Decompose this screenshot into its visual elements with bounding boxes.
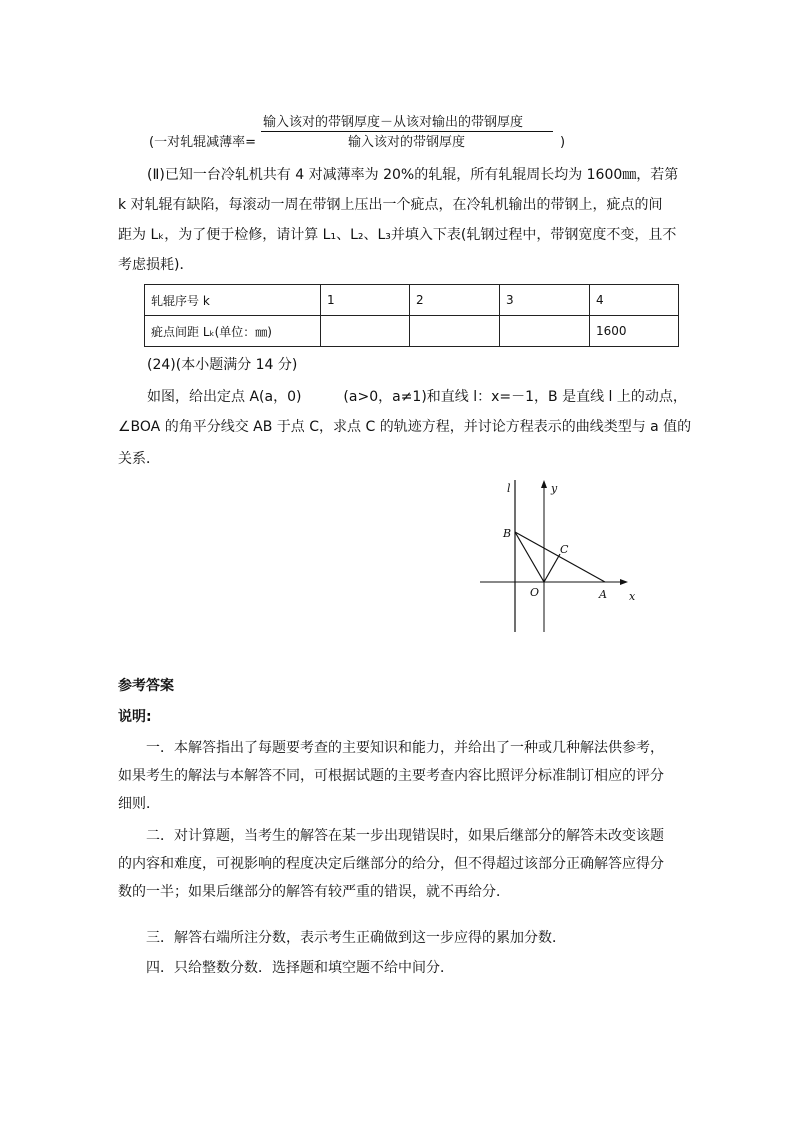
q24-line2: ∠BOA 的角平分线交 AB 于点 C，求点 C 的轨迹方程，并讨论方程表示的曲线类型与 a 值的 xyxy=(118,419,692,435)
table-cell: 3 xyxy=(500,285,590,316)
segment-BA xyxy=(515,532,605,582)
table-cell xyxy=(321,316,410,347)
formula-denominator: 输入该对的带钢厚度 xyxy=(348,135,466,150)
x-axis-arrow xyxy=(620,579,628,585)
table-cell: 轧辊序号 k xyxy=(145,285,321,316)
label-y: y xyxy=(551,482,558,495)
formula-close-paren: ) xyxy=(560,135,566,150)
table-cell xyxy=(410,316,500,347)
problem2-line2: k 对轧辊有缺陷，每滚动一周在带钢上压出一个疵点，在冷轧机输出的带钢上，疵点的间 xyxy=(118,197,663,213)
q24-line3: 关系． xyxy=(118,451,160,467)
table-cell: 1 xyxy=(321,285,410,316)
table-cell: 疵点间距 Lₖ(单位：㎜) xyxy=(145,316,321,347)
label-A: A xyxy=(599,588,607,601)
table-cell: 4 xyxy=(590,285,679,316)
answer-note-title: 说明: xyxy=(118,709,152,725)
label-B: B xyxy=(503,527,512,540)
formula-numerator: 输入该对的带钢厚度－从该对输出的带钢厚度 xyxy=(263,115,524,130)
answer-note-4: 四．只给整数分数．选择题和填空题不给中间分． xyxy=(146,960,454,976)
problem2-line3: 距为 Lₖ，为了便于检修，请计算 L₁、L₂、L₃并填入下表(轧钢过程中，带钢宽度不变，且不 xyxy=(118,227,677,243)
table-row xyxy=(145,316,679,347)
table-cell: 2 xyxy=(410,285,500,316)
table-row xyxy=(145,285,679,316)
answer-title: 参考答案 xyxy=(118,678,174,694)
problem2-line1: (Ⅱ)已知一台冷轧机共有 4 对减薄率为 20%的轧辊，所有轧辊周长均为 1600㎜，若第 xyxy=(147,167,679,183)
formula-lhs: (一对轧辊减薄率= xyxy=(149,135,256,150)
segment-OC xyxy=(544,554,560,582)
defect-spacing-table xyxy=(144,284,679,347)
label-C: C xyxy=(560,543,569,556)
label-x: x xyxy=(629,590,636,603)
q24-line1: 如图，给出定点 A(a，0) (a>0，a≠1)和直线 l：x=－1，B 是直线 l 上的动点， xyxy=(147,389,687,405)
table-cell: 1600 xyxy=(590,316,679,347)
label-l: l xyxy=(507,482,511,495)
q24-header: (24)(本小题满分 14 分) xyxy=(147,357,298,373)
answer-note-1: 一．本解答指出了每题要考查的主要知识和能力，并给出了一种或几种解法供参考，如果考生的解法与本解答不同，可根据试题的主要考查内容比照评分标准制订相应的评分细则． xyxy=(118,740,664,812)
geometry-figure xyxy=(478,478,648,636)
answer-note-3: 三．解答右端所注分数，表示考生正确做到这一步应得的累加分数． xyxy=(146,930,566,946)
y-axis-arrow xyxy=(541,480,547,488)
label-O: O xyxy=(530,586,540,599)
answer-note-2: 二．对计算题，当考生的解答在某一步出现错误时，如果后继部分的解答未改变该题的内容和难度，可视影响的程度决定后继部分的给分，但不得超过该部分正确解答应得分数的一半；如果后继部分的解答有较严重的错误，就不再给分． xyxy=(118,828,664,900)
table-cell xyxy=(500,316,590,347)
problem2-line4: 考虑损耗)． xyxy=(118,257,194,273)
fraction-bar xyxy=(261,131,553,132)
